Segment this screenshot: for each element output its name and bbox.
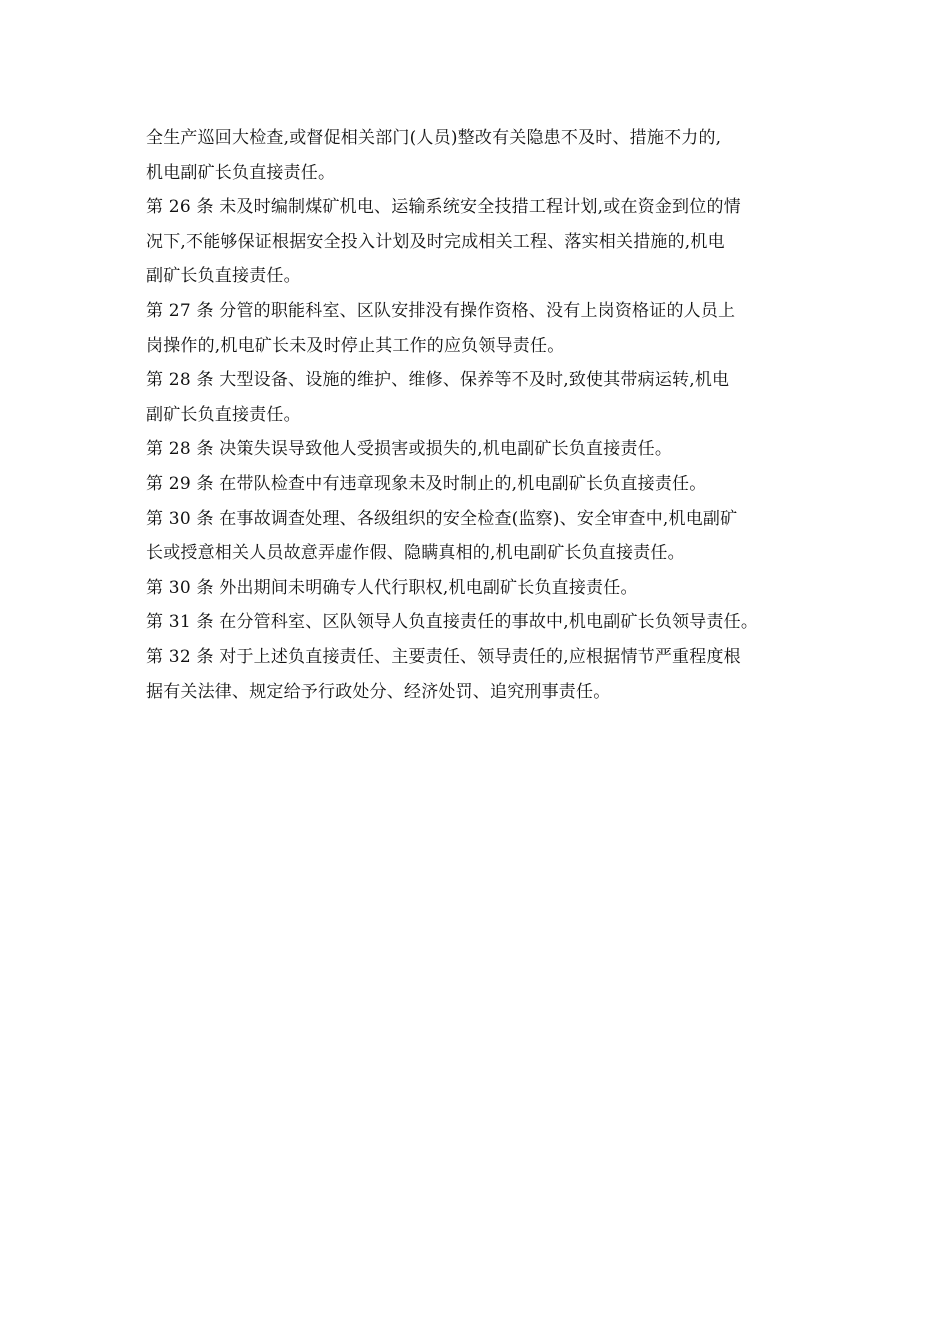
text-line: 副矿长负直接责任。 — [146, 266, 301, 287]
article-28-line: 第 28 条 大型设备、设施的维护、维修、保养等不及时,致使其带病运转,机电 — [146, 370, 730, 391]
text-line: 况下,不能够保证根据安全投入计划及时完成相关工程、落实相关措施的,机电 — [146, 231, 725, 252]
article-27-line: 第 27 条 分管的职能科室、区队安排没有操作资格、没有上岗资格证的人员上 — [146, 300, 736, 321]
article-30-line: 第 30 条 在事故调查处理、各级组织的安全检查(监察)、安全审查中,机电副矿 — [146, 508, 738, 529]
article-30b-line: 第 30 条 外出期间未明确专人代行职权,机电副矿长负直接责任。 — [146, 577, 638, 598]
article-28b-line: 第 28 条 决策失误导致他人受损害或损失的,机电副矿长负直接责任。 — [146, 439, 673, 460]
text-line: 副矿长负直接责任。 — [146, 404, 301, 425]
article-32-line: 第 32 条 对于上述负直接责任、主要责任、领导责任的,应根据情节严重程度根 — [146, 646, 741, 667]
article-31-line: 第 31 条 在分管科室、区队领导人负直接责任的事故中,机电副矿长负领导责任。 — [146, 612, 759, 633]
text-line: 岗操作的,机电矿长未及时停止其工作的应负领导责任。 — [146, 335, 565, 356]
text-line: 据有关法律、规定给予行政处分、经济处罚、追究刑事责任。 — [146, 681, 611, 702]
text-line: 全生产巡回大检查,或督促相关部门(人员)整改有关隐患不及时、措施不力的, — [146, 128, 722, 148]
article-29-line: 第 29 条 在带队检查中有违章现象未及时制止的,机电副矿长负直接责任。 — [146, 473, 707, 494]
article-26-line: 第 26 条 未及时编制煤矿机电、运输系统安全技措工程计划,或在资金到位的情 — [146, 197, 741, 218]
document-body — [146, 121, 826, 709]
text-line: 长或授意相关人员故意弄虚作假、隐瞒真相的,机电副矿长负直接责任。 — [146, 543, 685, 564]
text-line: 机电副矿长负直接责任。 — [146, 162, 336, 183]
